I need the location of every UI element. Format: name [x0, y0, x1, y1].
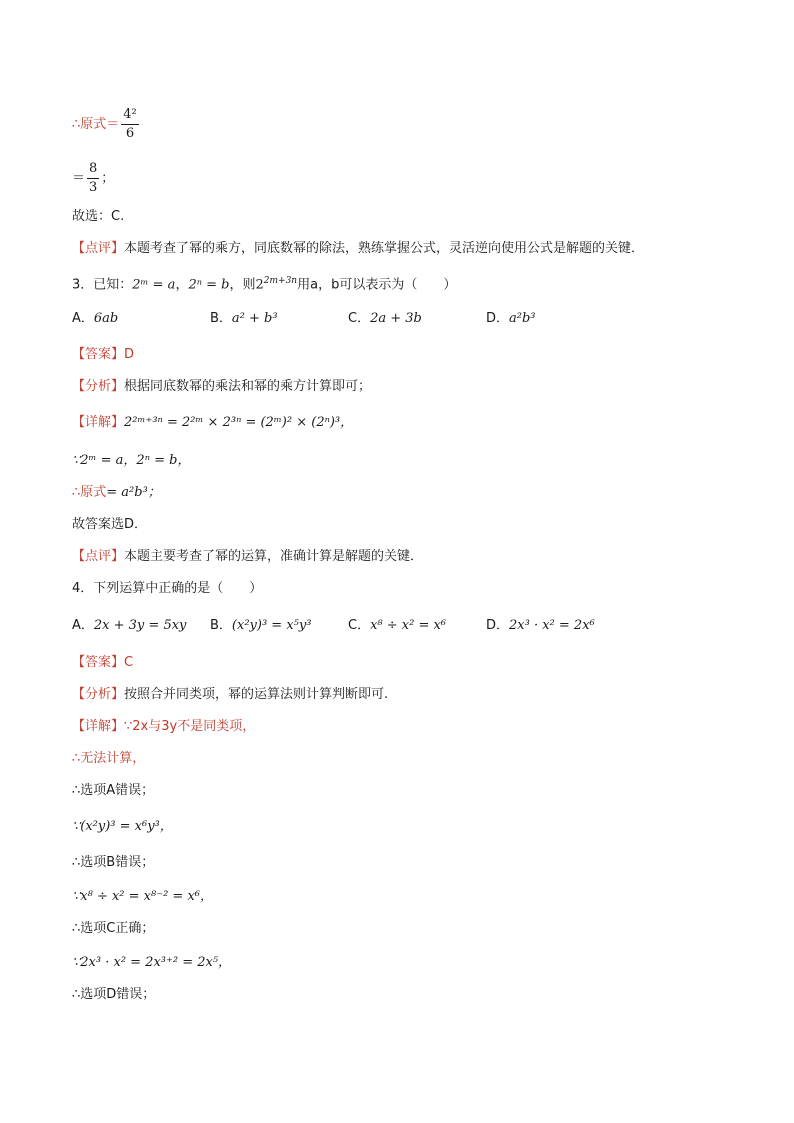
q3-stem-mid: ，则 [229, 277, 256, 293]
line-original-expression [72, 106, 141, 143]
fraction-numerator: 4² [121, 106, 138, 125]
conclusion-text: 故答案选D． [72, 517, 148, 532]
q3-analysis [72, 378, 371, 396]
option-value: a² + b³ [231, 311, 278, 326]
detail-text: ∵2x与3y不是同类项， [124, 719, 256, 734]
fraction-numerator: 8 [87, 160, 99, 179]
q4-detail [72, 718, 255, 736]
answer-value: D [124, 347, 135, 362]
therefore-math: = a²b³； [106, 485, 161, 500]
step-math: ∵x⁸ ÷ x² = x⁸⁻² = x⁶， [72, 889, 213, 904]
q4-step-5 [72, 888, 213, 906]
q3-condition-2: 2ⁿ = b [188, 277, 230, 293]
therefore-label: ∴原式 [72, 485, 107, 500]
fraction-8-over-3 [87, 160, 99, 197]
question-4-stem [72, 580, 262, 598]
q3-option-d[interactable] [486, 310, 536, 328]
q3-condition-1: 2ᵐ = a [132, 277, 176, 293]
q3-option-c[interactable] [348, 310, 422, 328]
step-text: ∴选项A错误； [72, 783, 155, 798]
question-3-stem [72, 272, 456, 294]
line-result [72, 160, 114, 197]
q3-therefore-line [72, 484, 161, 502]
q3-expr-exponent: 2m+3n [263, 276, 298, 286]
fraction-4sq-over-6 [121, 106, 138, 143]
answer-tag: 【答案】 [72, 655, 125, 670]
option-label: B． [210, 618, 232, 633]
q4-option-c[interactable] [348, 617, 446, 635]
step-text: ∴无法计算， [72, 751, 146, 766]
option-value: 2a + 3b [370, 311, 422, 326]
option-label: C． [348, 618, 371, 633]
comment-text: 本题主要考查了幂的运算，准确计算是解题的关键． [124, 549, 424, 564]
choice-conclusion [72, 208, 124, 226]
analysis-tag: 【分析】 [72, 379, 125, 394]
option-value: 2x + 3y = 5xy [93, 618, 187, 633]
option-label: A． [72, 311, 94, 326]
analysis-tag: 【分析】 [72, 687, 125, 702]
option-value: (x²y)³ = x⁵y³ [231, 618, 312, 633]
q4-option-b[interactable] [210, 617, 311, 635]
answer-tag: 【答案】 [72, 347, 125, 362]
semicolon: ； [101, 171, 115, 186]
detail-tag: 【详解】 [72, 415, 125, 430]
q4-step-4 [72, 854, 154, 872]
comment-block-q2 [72, 240, 644, 258]
q3-detail [72, 414, 353, 432]
comment-block-q3 [72, 548, 423, 566]
q3-since-line [72, 452, 190, 470]
q4-option-a[interactable] [72, 617, 186, 635]
comment-tag: 【点评】 [72, 241, 125, 256]
q3-answer [72, 346, 134, 364]
q3-conclusion [72, 516, 147, 534]
equals-sign: ＝ [72, 171, 86, 186]
choice-text: 故选：C. [72, 209, 125, 224]
q4-option-d[interactable] [486, 617, 595, 635]
therefore-label: ∴原式＝ [72, 117, 120, 132]
option-label: B． [210, 311, 232, 326]
q3-option-a[interactable] [72, 310, 118, 328]
q4-answer [72, 654, 133, 672]
comment-tag: 【点评】 [72, 549, 125, 564]
option-label: D． [486, 618, 510, 633]
comment-text: 本题考查了幂的乘方，同底数幂的除法，熟练掌握公式，灵活逆向使用公式是解题的关键． [124, 241, 645, 256]
analysis-text: 按照合并同类项，幂的运算法则计算判断即可. [124, 687, 389, 702]
since-text: ∵2ᵐ = a，2ⁿ = b， [72, 453, 191, 468]
option-label: A． [72, 618, 94, 633]
option-value: x⁸ ÷ x² = x⁶ [370, 618, 447, 633]
option-label: C． [348, 311, 371, 326]
answer-value: C [124, 655, 134, 670]
q3-separator: ， [175, 277, 189, 293]
step-math: ∵(x²y)³ = x⁶y³， [72, 819, 173, 834]
detail-math: 2²ᵐ⁺³ⁿ = 2²ᵐ × 2³ⁿ = (2ᵐ)² × (2ⁿ)³， [124, 415, 354, 430]
option-value: a²b³ [509, 311, 536, 326]
q3-stem-post: 用a，b可以表示为（ ） [297, 277, 457, 293]
q4-analysis [72, 686, 388, 704]
q3-expr-base: 2 [255, 277, 264, 293]
q4-step-3 [72, 818, 173, 836]
analysis-text: 根据同底数幂的乘法和幂的乘方计算即可； [124, 379, 372, 394]
step-text: ∴选项B错误； [72, 855, 155, 870]
q4-step-7 [72, 954, 231, 972]
q4-step-6 [72, 920, 154, 938]
q4-step-8 [72, 986, 155, 1004]
fraction-denominator: 3 [89, 180, 98, 195]
detail-tag: 【详解】 [72, 719, 125, 734]
step-math: ∵2x³ · x² = 2x³⁺² = 2x⁵， [72, 955, 232, 970]
q4-step-1 [72, 750, 145, 768]
q3-option-b[interactable] [210, 310, 278, 328]
option-label: D． [486, 311, 510, 326]
q4-stem-text: 4．下列运算中正确的是（ ） [72, 581, 263, 596]
q4-step-2 [72, 782, 154, 800]
step-text: ∴选项D错误； [72, 987, 156, 1002]
fraction-denominator: 6 [125, 126, 135, 141]
q3-stem-prefix: 3．已知： [72, 277, 133, 293]
option-value: 2x³ · x² = 2x⁶ [509, 618, 595, 633]
step-text: ∴选项C正确； [72, 921, 155, 936]
option-value: 6ab [93, 311, 119, 326]
